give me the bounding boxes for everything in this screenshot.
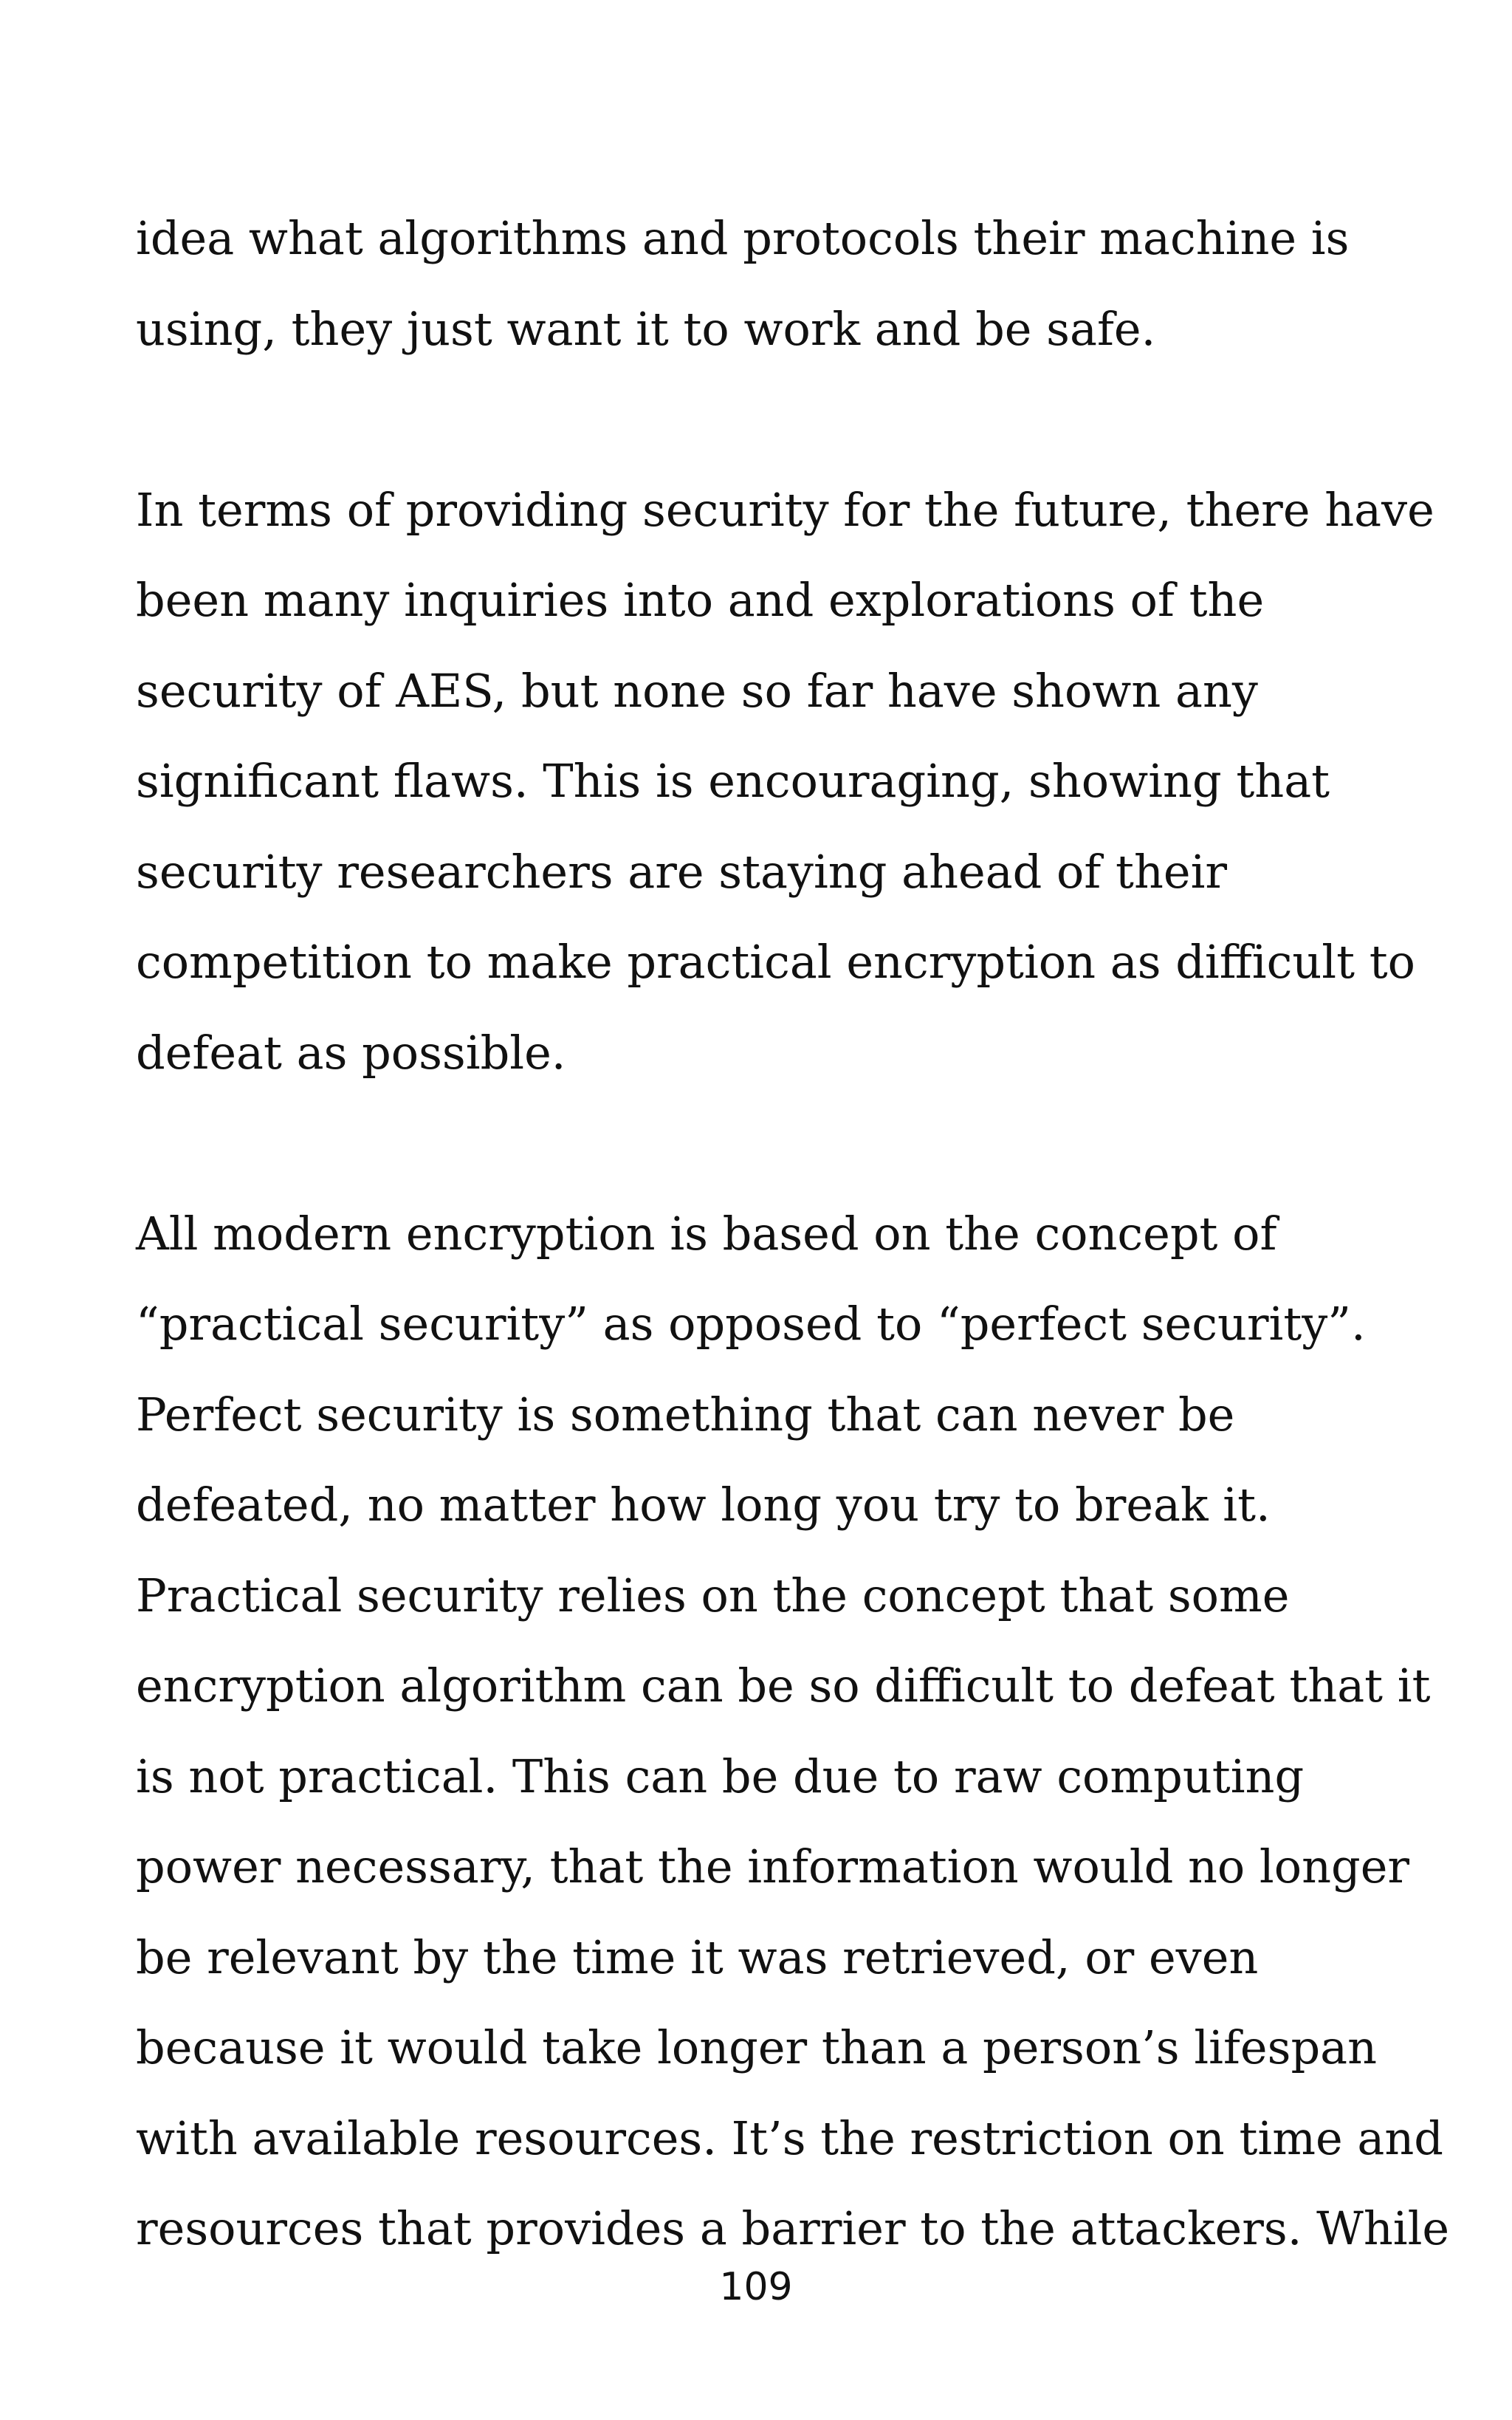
text-line: “practical security” as opposed to “perfect security”.: [136, 1297, 1366, 1351]
text-line: security researchers are staying ahead of their: [136, 844, 1228, 899]
text-line: All modern encryption is based on the concept of: [136, 1206, 1277, 1261]
text-line: is not practical. This can be due to raw computing: [136, 1749, 1305, 1803]
text-line: competition to make practical encryption as difficult to: [136, 935, 1415, 989]
text-line: resources that provides a barrier to the attackers. While: [136, 2201, 1450, 2255]
body-text: [136, 193, 1450, 2275]
text-line: with available resources. It’s the restriction on time and: [136, 2111, 1443, 2165]
paragraph-3: [136, 1189, 1450, 2275]
text-line: encryption algorithm can be so difficult to defeat that it: [136, 1659, 1431, 1713]
text-line: security of AES, but none so far have shown any: [136, 663, 1258, 718]
paragraph-1: [136, 193, 1420, 374]
text-line: Practical security relies on the concept that some: [136, 1568, 1290, 1622]
text-line: be relevant by the time it was retrieved, or even: [136, 1930, 1259, 1984]
text-line: In terms of providing security for the future, there have: [136, 482, 1434, 537]
text-line: because it would take longer than a person’s lifespan: [136, 2020, 1378, 2074]
text-line: Perfect security is something that can never be: [136, 1387, 1235, 1442]
text-line: using, they just want it to work and be safe.: [136, 301, 1156, 356]
paragraph-spacer: [136, 1098, 1420, 1189]
page-number: 109: [719, 2265, 793, 2309]
paragraph-spacer: [136, 374, 1420, 465]
text-line: defeat as possible.: [136, 1025, 566, 1080]
text-line: been many inquiries into and explorations of the: [136, 573, 1265, 627]
text-line: power necessary, that the information would no longer: [136, 1840, 1410, 1893]
text-line: significant flaws. This is encouraging, showing that: [136, 754, 1330, 808]
text-line: idea what algorithms and protocols their machine is: [136, 211, 1350, 265]
paragraph-2: [136, 465, 1434, 1099]
text-line: defeated, no matter how long you try to break it.: [136, 1478, 1271, 1532]
